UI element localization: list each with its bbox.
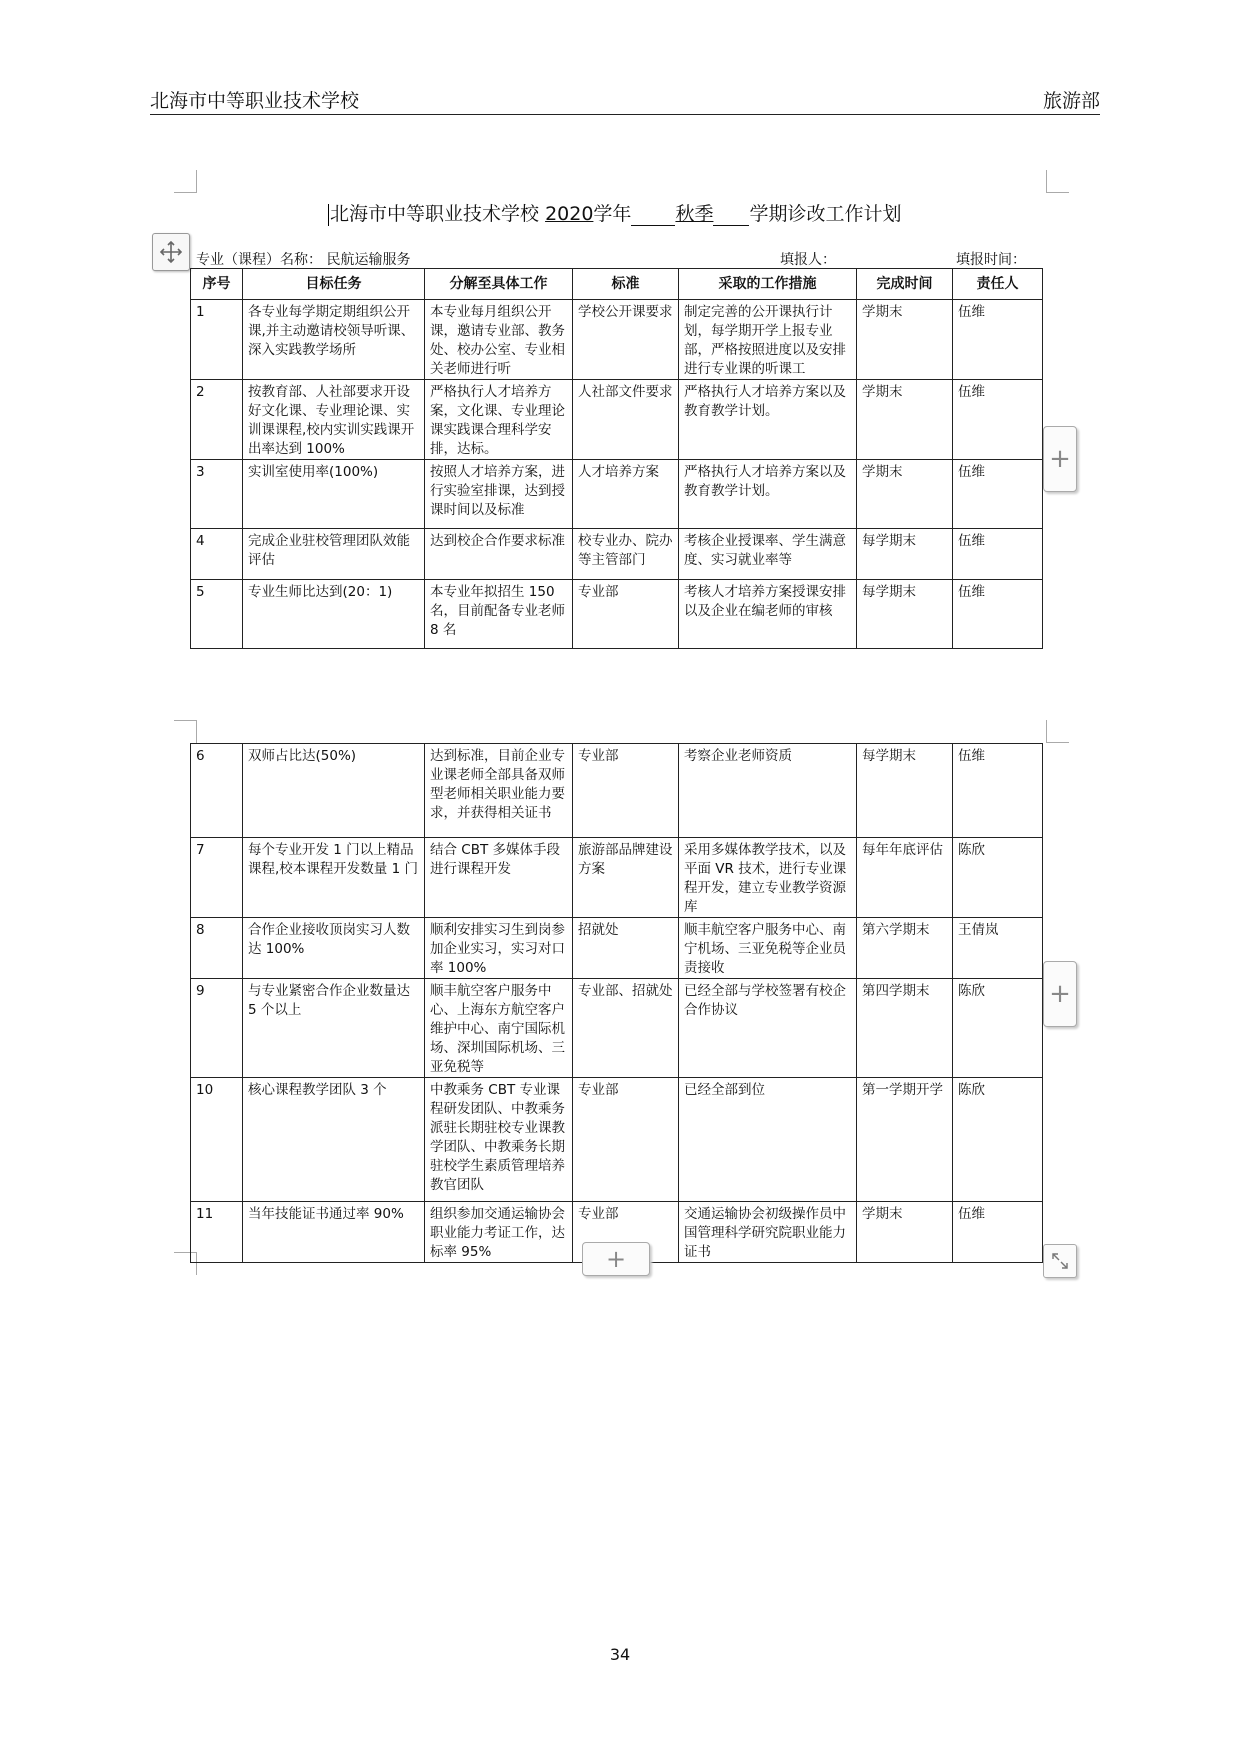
cell-work: 顺丰航空客户服务中心、上海东方航空客户维护中心、南宁国际机场、深圳国际机场、三亚免税等 bbox=[425, 979, 573, 1078]
table-row bbox=[191, 979, 1043, 1078]
table-row bbox=[191, 744, 1043, 838]
document-title bbox=[328, 199, 901, 226]
crop-mark bbox=[1046, 720, 1069, 743]
cell-deadline: 学期末 bbox=[857, 460, 953, 529]
cell-work: 达到标准，目前企业专业课老师全部具备双师型老师相关职业能力要求，并获得相关证书 bbox=[425, 744, 573, 838]
cell-index: 9 bbox=[191, 979, 243, 1078]
cell-measure: 已经全部与学校签署有校企合作协议 bbox=[679, 979, 857, 1078]
header-cell: 目标任务 bbox=[243, 269, 425, 300]
cell-task: 完成企业驻校管理团队效能评估 bbox=[243, 529, 425, 580]
cell-deadline: 每年年底评估 bbox=[857, 838, 953, 918]
cell-owner: 陈欣 bbox=[953, 838, 1043, 918]
cell-work: 严格执行人才培养方案，文化课、专业理论课实践课合理科学安排，达标。 bbox=[425, 380, 573, 460]
cell-owner: 伍维 bbox=[953, 380, 1043, 460]
title-suffix: 学期诊改工作计划 bbox=[749, 203, 902, 225]
title-blank bbox=[631, 205, 675, 226]
plus-icon: + bbox=[1049, 444, 1071, 474]
header-cell: 采取的工作措施 bbox=[679, 269, 857, 300]
cell-owner: 伍维 bbox=[953, 744, 1043, 838]
plus-icon: + bbox=[605, 1245, 627, 1273]
cell-measure: 严格执行人才培养方案以及教育教学计划。 bbox=[679, 380, 857, 460]
cell-task: 按教育部、人社部要求开设好文化课、专业理论课、实训课课程,校内实训实践课开出率达到 100% bbox=[243, 380, 425, 460]
cell-work: 达到校企合作要求标准 bbox=[425, 529, 573, 580]
cell-standard: 学校公开课要求 bbox=[573, 300, 679, 380]
major-label: 专业（课程）名称： bbox=[196, 252, 322, 268]
table-row bbox=[191, 529, 1043, 580]
table-row bbox=[191, 460, 1043, 529]
cell-measure: 严格执行人才培养方案以及教育教学计划。 bbox=[679, 460, 857, 529]
cell-measure: 已经全部到位 bbox=[679, 1078, 857, 1202]
table-row bbox=[191, 580, 1043, 649]
cell-standard: 专业部 bbox=[573, 744, 679, 838]
title-year: 2020 bbox=[545, 203, 594, 225]
cell-task: 当年技能证书通过率 90% bbox=[243, 1202, 425, 1263]
major-line bbox=[196, 249, 410, 269]
table-row bbox=[191, 918, 1043, 979]
cell-work: 中教乘务 CBT 专业课程研发团队、中教乘务派驻长期驻校专业课教学团队、中教乘务长期驻校学生素质管理培养教官团队 bbox=[425, 1078, 573, 1202]
cell-standard: 人社部文件要求 bbox=[573, 380, 679, 460]
cell-measure: 考核人才培养方案授课安排以及企业在编老师的审核 bbox=[679, 580, 857, 649]
cell-task: 合作企业接收顶岗实习人数达 100% bbox=[243, 918, 425, 979]
cell-measure: 考核企业授课率、学生满意度、实习就业率等 bbox=[679, 529, 857, 580]
header-cell: 分解至具体工作 bbox=[425, 269, 573, 300]
cell-deadline: 第四学期末 bbox=[857, 979, 953, 1078]
table-row bbox=[191, 380, 1043, 460]
cell-deadline: 学期末 bbox=[857, 1202, 953, 1263]
cell-work: 本专业每月组织公开课，邀请专业部、教务处、校办公室、专业相关老师进行听 bbox=[425, 300, 573, 380]
cell-measure: 考察企业老师资质 bbox=[679, 744, 857, 838]
resize-diagonal-icon bbox=[1050, 1251, 1070, 1271]
cell-deadline: 第一学期开学 bbox=[857, 1078, 953, 1202]
date-label: 填报时间： bbox=[956, 252, 1026, 268]
cell-task: 实训室使用率(100%) bbox=[243, 460, 425, 529]
cell-deadline: 学期末 bbox=[857, 300, 953, 380]
table-move-handle[interactable] bbox=[152, 233, 190, 271]
cell-standard: 招就处 bbox=[573, 918, 679, 979]
cell-owner: 王倩岚 bbox=[953, 918, 1043, 979]
cell-standard: 专业部 bbox=[573, 580, 679, 649]
cell-deadline: 每学期末 bbox=[857, 580, 953, 649]
cell-index: 4 bbox=[191, 529, 243, 580]
cell-measure: 采用多媒体教学技术，以及平面 VR 技术，进行专业课程开发，建立专业教学资源库 bbox=[679, 838, 857, 918]
cell-standard: 旅游部品牌建设方案 bbox=[573, 838, 679, 918]
cell-task: 双师占比达(50%) bbox=[243, 744, 425, 838]
cell-task: 核心课程教学团队 3 个 bbox=[243, 1078, 425, 1202]
cell-owner: 伍维 bbox=[953, 580, 1043, 649]
table-row bbox=[191, 300, 1043, 380]
header-cell: 完成时间 bbox=[857, 269, 953, 300]
header-cell: 序号 bbox=[191, 269, 243, 300]
cell-work: 按照人才培养方案，进行实验室排课，达到授课时间以及标准 bbox=[425, 460, 573, 529]
title-year-suffix: 学年 bbox=[593, 203, 632, 225]
add-row-button[interactable] bbox=[582, 1242, 650, 1276]
cell-task: 与专业紧密合作企业数量达 5 个以上 bbox=[243, 979, 425, 1078]
cell-measure: 交通运输协会初级操作员中国管理科学研究院职业能力证书 bbox=[679, 1202, 857, 1263]
major-value: 民航运输服务 bbox=[326, 252, 411, 268]
text-cursor bbox=[328, 204, 329, 226]
cell-deadline: 每学期末 bbox=[857, 529, 953, 580]
header-cell: 责任人 bbox=[953, 269, 1043, 300]
crop-mark bbox=[174, 720, 197, 743]
cell-index: 2 bbox=[191, 380, 243, 460]
table-row bbox=[191, 838, 1043, 918]
table-resize-handle[interactable] bbox=[1043, 1244, 1077, 1278]
cell-index: 11 bbox=[191, 1202, 243, 1263]
cell-deadline: 学期末 bbox=[857, 380, 953, 460]
cell-index: 8 bbox=[191, 918, 243, 979]
cell-standard: 人才培养方案 bbox=[573, 460, 679, 529]
cell-work: 组织参加交通运输协会职业能力考证工作，达标率 95% bbox=[425, 1202, 573, 1263]
cell-owner: 伍维 bbox=[953, 460, 1043, 529]
cell-standard: 专业部 bbox=[573, 1202, 679, 1263]
move-arrows-icon bbox=[158, 239, 184, 265]
plan-table bbox=[190, 268, 1043, 649]
cell-deadline: 每学期末 bbox=[857, 744, 953, 838]
page-header bbox=[150, 86, 1100, 115]
cell-work: 结合 CBT 多媒体手段进行课程开发 bbox=[425, 838, 573, 918]
cell-work: 顺利安排实习生到岗参加企业实习，实习对口率 100% bbox=[425, 918, 573, 979]
cell-owner: 伍维 bbox=[953, 1202, 1043, 1263]
cell-index: 1 bbox=[191, 300, 243, 380]
cell-work: 本专业年拟招生 150 名，目前配备专业老师 8 名 bbox=[425, 580, 573, 649]
crop-mark bbox=[1046, 170, 1069, 193]
cell-index: 6 bbox=[191, 744, 243, 838]
cell-task: 每个专业开发 1 门以上精品课程,校本课程开发数量 1 门 bbox=[243, 838, 425, 918]
cell-index: 10 bbox=[191, 1078, 243, 1202]
cell-measure: 制定完善的公开课执行计划，每学期开学上报专业部，严格按照进度以及安排进行专业课的听课工 bbox=[679, 300, 857, 380]
add-column-button[interactable] bbox=[1043, 961, 1077, 1027]
table-row bbox=[191, 1078, 1043, 1202]
cell-owner: 陈欣 bbox=[953, 979, 1043, 1078]
title-season: 秋季 bbox=[675, 203, 714, 225]
title-blank bbox=[713, 205, 749, 226]
add-column-button[interactable] bbox=[1043, 426, 1077, 492]
cell-index: 5 bbox=[191, 580, 243, 649]
cell-standard: 专业部 bbox=[573, 1078, 679, 1202]
cell-task: 专业生师比达到(20：1) bbox=[243, 580, 425, 649]
cell-owner: 陈欣 bbox=[953, 1078, 1043, 1202]
cell-deadline: 第六学期末 bbox=[857, 918, 953, 979]
cell-owner: 伍维 bbox=[953, 300, 1043, 380]
cell-task: 各专业每学期定期组织公开课,并主动邀请校领导听课、深入实践教学场所 bbox=[243, 300, 425, 380]
header-school: 北海市中等职业技术学校 bbox=[150, 90, 360, 112]
cell-owner: 伍维 bbox=[953, 529, 1043, 580]
cell-measure: 顺丰航空客户服务中心、南宁机场、三亚免税等企业员责接收 bbox=[679, 918, 857, 979]
cell-index: 3 bbox=[191, 460, 243, 529]
page-number: 34 bbox=[609, 1645, 631, 1664]
crop-mark bbox=[174, 170, 197, 193]
table-header-row bbox=[191, 269, 1043, 300]
plan-table-continued bbox=[190, 743, 1043, 1263]
cell-standard: 专业部、招就处 bbox=[573, 979, 679, 1078]
cell-standard: 校专业办、院办等主管部门 bbox=[573, 529, 679, 580]
plus-icon: + bbox=[1049, 979, 1071, 1009]
filler-label: 填报人： bbox=[780, 252, 836, 268]
header-cell: 标准 bbox=[573, 269, 679, 300]
header-department: 旅游部 bbox=[1042, 90, 1100, 112]
cell-index: 7 bbox=[191, 838, 243, 918]
title-prefix: 北海市中等职业技术学校 bbox=[330, 203, 540, 225]
